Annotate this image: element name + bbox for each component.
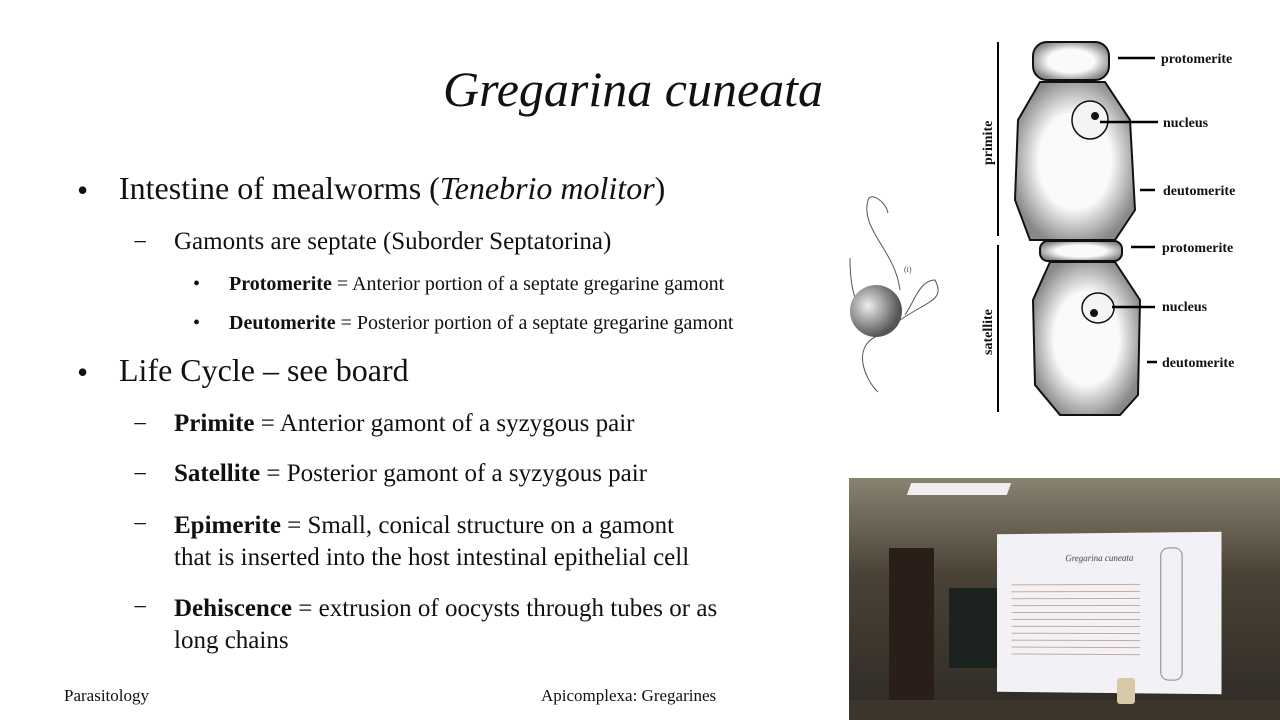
label-primite: primite bbox=[981, 120, 996, 165]
label-nucleus: nucleus bbox=[1162, 300, 1208, 315]
primite-protomerite bbox=[1033, 42, 1109, 80]
primite-nucleus bbox=[1072, 101, 1108, 139]
label-deutomerite: deutomerite bbox=[1162, 356, 1235, 371]
dash-symbol: − bbox=[133, 594, 148, 621]
bullet-symbol: • bbox=[193, 273, 201, 295]
footer-topic: Apicomplexa: Gregarines bbox=[541, 686, 717, 705]
bullet-symbol: • bbox=[77, 172, 89, 208]
bullet-dehiscence: Dehiscence = extrusion of oocysts through tubes or as long chains bbox=[174, 595, 718, 654]
classroom-camera-inset bbox=[849, 478, 1280, 720]
label-deutomerite: deutomerite bbox=[1163, 184, 1236, 199]
primite-deutomerite bbox=[1015, 82, 1135, 240]
cup bbox=[1117, 678, 1135, 704]
satellite-nucleus bbox=[1082, 293, 1114, 323]
bullet-epimerite: Epimerite = Small, conical structure on a gamont that is inserted into the host intestinal epithelial cell bbox=[174, 512, 690, 571]
label-satellite: satellite bbox=[981, 309, 996, 355]
chalkboard bbox=[949, 588, 999, 668]
bullet-satellite: Satellite = Posterior gamont of a syzygous pair bbox=[174, 460, 648, 487]
dash-symbol: − bbox=[133, 461, 148, 488]
label-protomerite: protomerite bbox=[1161, 52, 1233, 67]
oocyst-drawing bbox=[850, 197, 938, 392]
projected-slide-title: Gregarina cuneata bbox=[1065, 552, 1134, 564]
satellite-protomerite bbox=[1040, 241, 1122, 261]
bullet-primite: Primite = Anterior gamont of a syzygous pair bbox=[174, 410, 635, 437]
slide-title: Gregarina cuneata bbox=[443, 61, 824, 117]
label-protomerite: protomerite bbox=[1162, 241, 1234, 256]
footer-course: Parasitology bbox=[64, 686, 149, 705]
dash-symbol: − bbox=[133, 411, 148, 438]
label-i: (i) bbox=[904, 265, 912, 274]
door bbox=[889, 548, 934, 720]
dash-symbol: − bbox=[133, 229, 148, 256]
label-nucleus: nucleus bbox=[1163, 116, 1209, 131]
projected-slide bbox=[997, 532, 1222, 695]
bullet-symbol: • bbox=[77, 354, 89, 390]
dash-symbol: − bbox=[133, 511, 148, 538]
bullet-deutomerite: Deutomerite = Posterior portion of a septate gregarine gamont bbox=[229, 312, 734, 334]
bullet-life-cycle: Life Cycle – see board bbox=[119, 352, 409, 388]
bullet-symbol: • bbox=[193, 312, 201, 334]
bullet-protomerite: Protomerite = Anterior portion of a septate gregarine gamont bbox=[229, 273, 725, 295]
satellite-deutomerite bbox=[1033, 262, 1140, 415]
bullet-intestine: Intestine of mealworms (Tenebrio molitor) bbox=[119, 170, 666, 206]
bullet-gamonts: Gamonts are septate (Suborder Septatorina) bbox=[174, 228, 612, 255]
